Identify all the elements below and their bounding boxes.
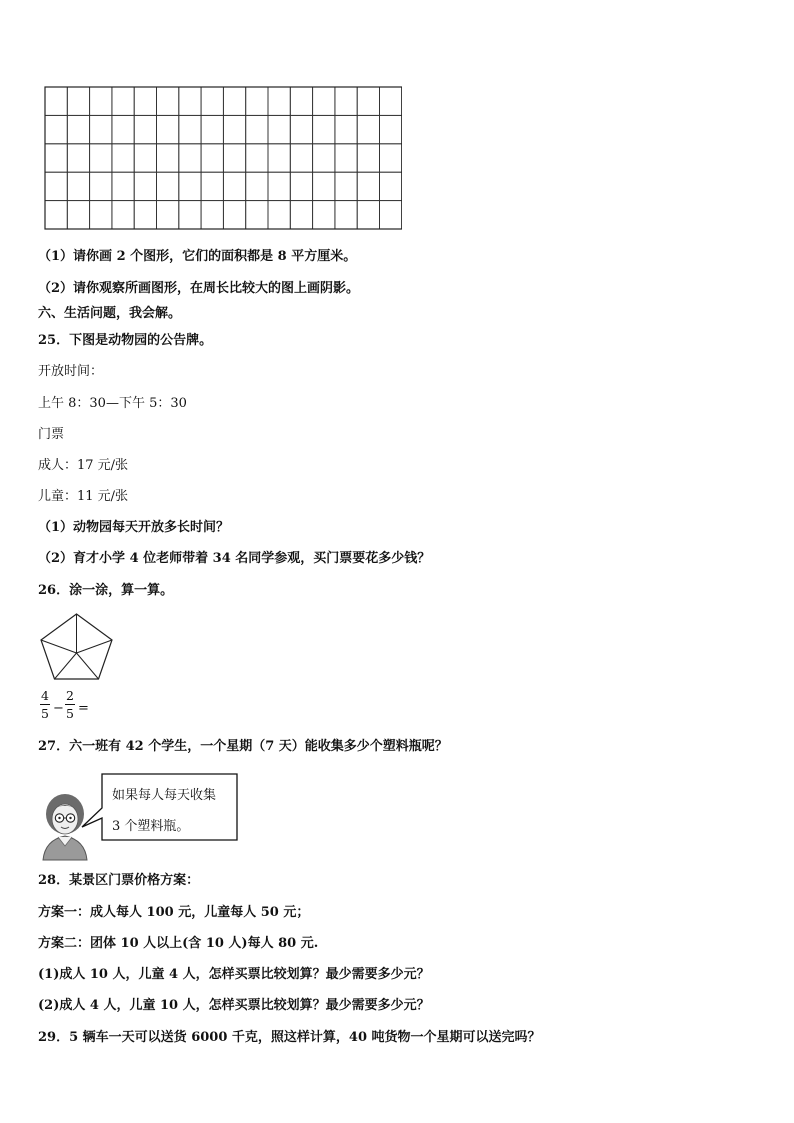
grid-cell — [357, 115, 379, 143]
grid-cell — [90, 144, 112, 172]
pentagon-divider — [41, 640, 77, 653]
q24-part1: （1）请你画 2 个图形，它们的面积都是 8 平方厘米。 — [38, 249, 357, 264]
q26-title: 26．涂一涂，算一算。 — [38, 583, 174, 598]
grid-cell — [157, 172, 179, 200]
grid-cell — [246, 172, 268, 200]
grid-cell — [223, 172, 245, 200]
square-grid — [44, 86, 402, 234]
q25-title: 25．下图是动物园的公告牌。 — [38, 333, 213, 348]
grid-cell — [290, 201, 312, 229]
grid-cell — [313, 115, 335, 143]
grid-cell — [179, 172, 201, 200]
grid-cell — [290, 87, 312, 115]
q28-plan1: 方案一：成人每人 100 元，儿童每人 50 元； — [38, 905, 310, 920]
grid-cell — [45, 172, 67, 200]
grid-cell — [157, 87, 179, 115]
grid-cell — [45, 87, 67, 115]
pentagon-divider — [55, 653, 77, 679]
grid-cell — [67, 201, 89, 229]
grid-cell — [380, 172, 402, 200]
grid-cell — [223, 201, 245, 229]
grid-cell — [246, 87, 268, 115]
q25-part2: （2）育才小学 4 位老师带着 34 名同学参观，买门票要花多少钱？ — [38, 551, 431, 566]
grid-cell — [90, 87, 112, 115]
grid-cell — [357, 87, 379, 115]
grid-cell — [313, 201, 335, 229]
grid-cell — [134, 172, 156, 200]
q28-part1: (1)成人 10 人，儿童 4 人，怎样买票比较划算？最少需要多少元？ — [38, 967, 430, 982]
grid-cell — [67, 172, 89, 200]
grid-cell — [45, 115, 67, 143]
fraction-expression — [38, 688, 118, 732]
grid-cell — [357, 201, 379, 229]
grid-cell — [335, 144, 357, 172]
grid-cell — [357, 172, 379, 200]
q27-title: 27．六一班有 42 个学生，一个星期（7 天）能收集多少个塑料瓶呢？ — [38, 739, 448, 754]
grid-cell — [246, 201, 268, 229]
grid-cell — [112, 144, 134, 172]
pentagon-divider — [77, 640, 113, 653]
grid-cell — [223, 115, 245, 143]
fraction-4-5 — [40, 688, 50, 721]
grid-cell — [45, 144, 67, 172]
grid-cell — [380, 115, 402, 143]
grid-cell — [268, 144, 290, 172]
grid-cell — [179, 87, 201, 115]
grid-cell — [112, 172, 134, 200]
q24-part2: （2）请你观察所画图形，在周长比较大的图上画阴影。 — [38, 281, 360, 296]
fraction-denominator: 5 — [66, 706, 74, 721]
grid-svg — [44, 86, 402, 230]
minus-sign: − — [53, 701, 64, 716]
bubble-line-1: 如果每人每天收集 — [112, 788, 217, 803]
grid-cell — [223, 87, 245, 115]
bubble-line-2: 3 个塑料瓶。 — [112, 819, 190, 834]
grid-cell — [313, 87, 335, 115]
pentagon-figure — [40, 612, 120, 682]
grid-cell — [290, 144, 312, 172]
grid-cell — [179, 115, 201, 143]
grid-cell — [335, 115, 357, 143]
grid-cell — [268, 87, 290, 115]
grid-cell — [335, 172, 357, 200]
grid-cell — [157, 115, 179, 143]
grid-cell — [268, 201, 290, 229]
grid-cell — [67, 87, 89, 115]
grid-cell — [90, 172, 112, 200]
grid-cell — [112, 201, 134, 229]
fraction-bar — [40, 704, 50, 705]
grid-cell — [380, 144, 402, 172]
grid-cell — [246, 115, 268, 143]
grid-cell — [157, 201, 179, 229]
q28-title: 28．某景区门票价格方案： — [38, 873, 200, 888]
grid-cell — [201, 115, 223, 143]
q25-part1: （1）动物园每天开放多长时间？ — [38, 520, 230, 535]
grid-cell — [335, 201, 357, 229]
grid-cell — [90, 115, 112, 143]
q25-child-price: 儿童：11 元/张 — [38, 489, 129, 504]
pentagon-divider — [77, 653, 99, 679]
grid-cell — [380, 87, 402, 115]
grid-cell — [112, 87, 134, 115]
grid-cell — [380, 201, 402, 229]
fraction-2-5 — [65, 688, 75, 721]
grid-cell — [201, 144, 223, 172]
fraction-denominator: 5 — [41, 706, 49, 721]
grid-cell — [268, 172, 290, 200]
grid-cell — [335, 87, 357, 115]
q25-open-label: 开放时间： — [38, 364, 104, 379]
grid-cell — [357, 144, 379, 172]
q25-adult-price: 成人：17 元/张 — [38, 458, 129, 473]
q25-ticket-label: 门票 — [38, 427, 65, 442]
grid-cell — [134, 87, 156, 115]
grid-cell — [45, 201, 67, 229]
grid-cell — [179, 201, 201, 229]
grid-cell — [134, 144, 156, 172]
grid-cell — [157, 144, 179, 172]
equals-sign: = — [78, 701, 89, 716]
grid-cell — [67, 144, 89, 172]
grid-cell — [90, 201, 112, 229]
grid-cell — [223, 144, 245, 172]
grid-cell — [179, 144, 201, 172]
fraction-numerator: 4 — [41, 688, 49, 703]
grid-cell — [246, 144, 268, 172]
fraction-numerator: 2 — [66, 688, 74, 703]
section-title: 六、生活问题，我会解。 — [38, 306, 182, 321]
grid-cell — [201, 87, 223, 115]
q29-title: 29．5 辆车一天可以送货 6000 千克，照这样计算，40 吨货物一个星期可以送完吗？ — [38, 1030, 541, 1045]
grid-cell — [313, 144, 335, 172]
grid-cell — [268, 115, 290, 143]
grid-cell — [290, 115, 312, 143]
fraction-bar — [65, 704, 75, 705]
q28-part2: (2)成人 4 人，儿童 10 人，怎样买票比较划算？最少需要多少元？ — [38, 998, 430, 1013]
grid-cell — [134, 201, 156, 229]
q28-plan2: 方案二：团体 10 人以上(含 10 人)每人 80 元. — [38, 936, 319, 951]
grid-cell — [313, 172, 335, 200]
grid-cell — [112, 115, 134, 143]
grid-cell — [67, 115, 89, 143]
grid-cell — [290, 172, 312, 200]
grid-cell — [201, 172, 223, 200]
grid-cell — [134, 115, 156, 143]
q25-hours: 上午 8：30—下午 5：30 — [38, 396, 187, 411]
grid-cell — [201, 201, 223, 229]
